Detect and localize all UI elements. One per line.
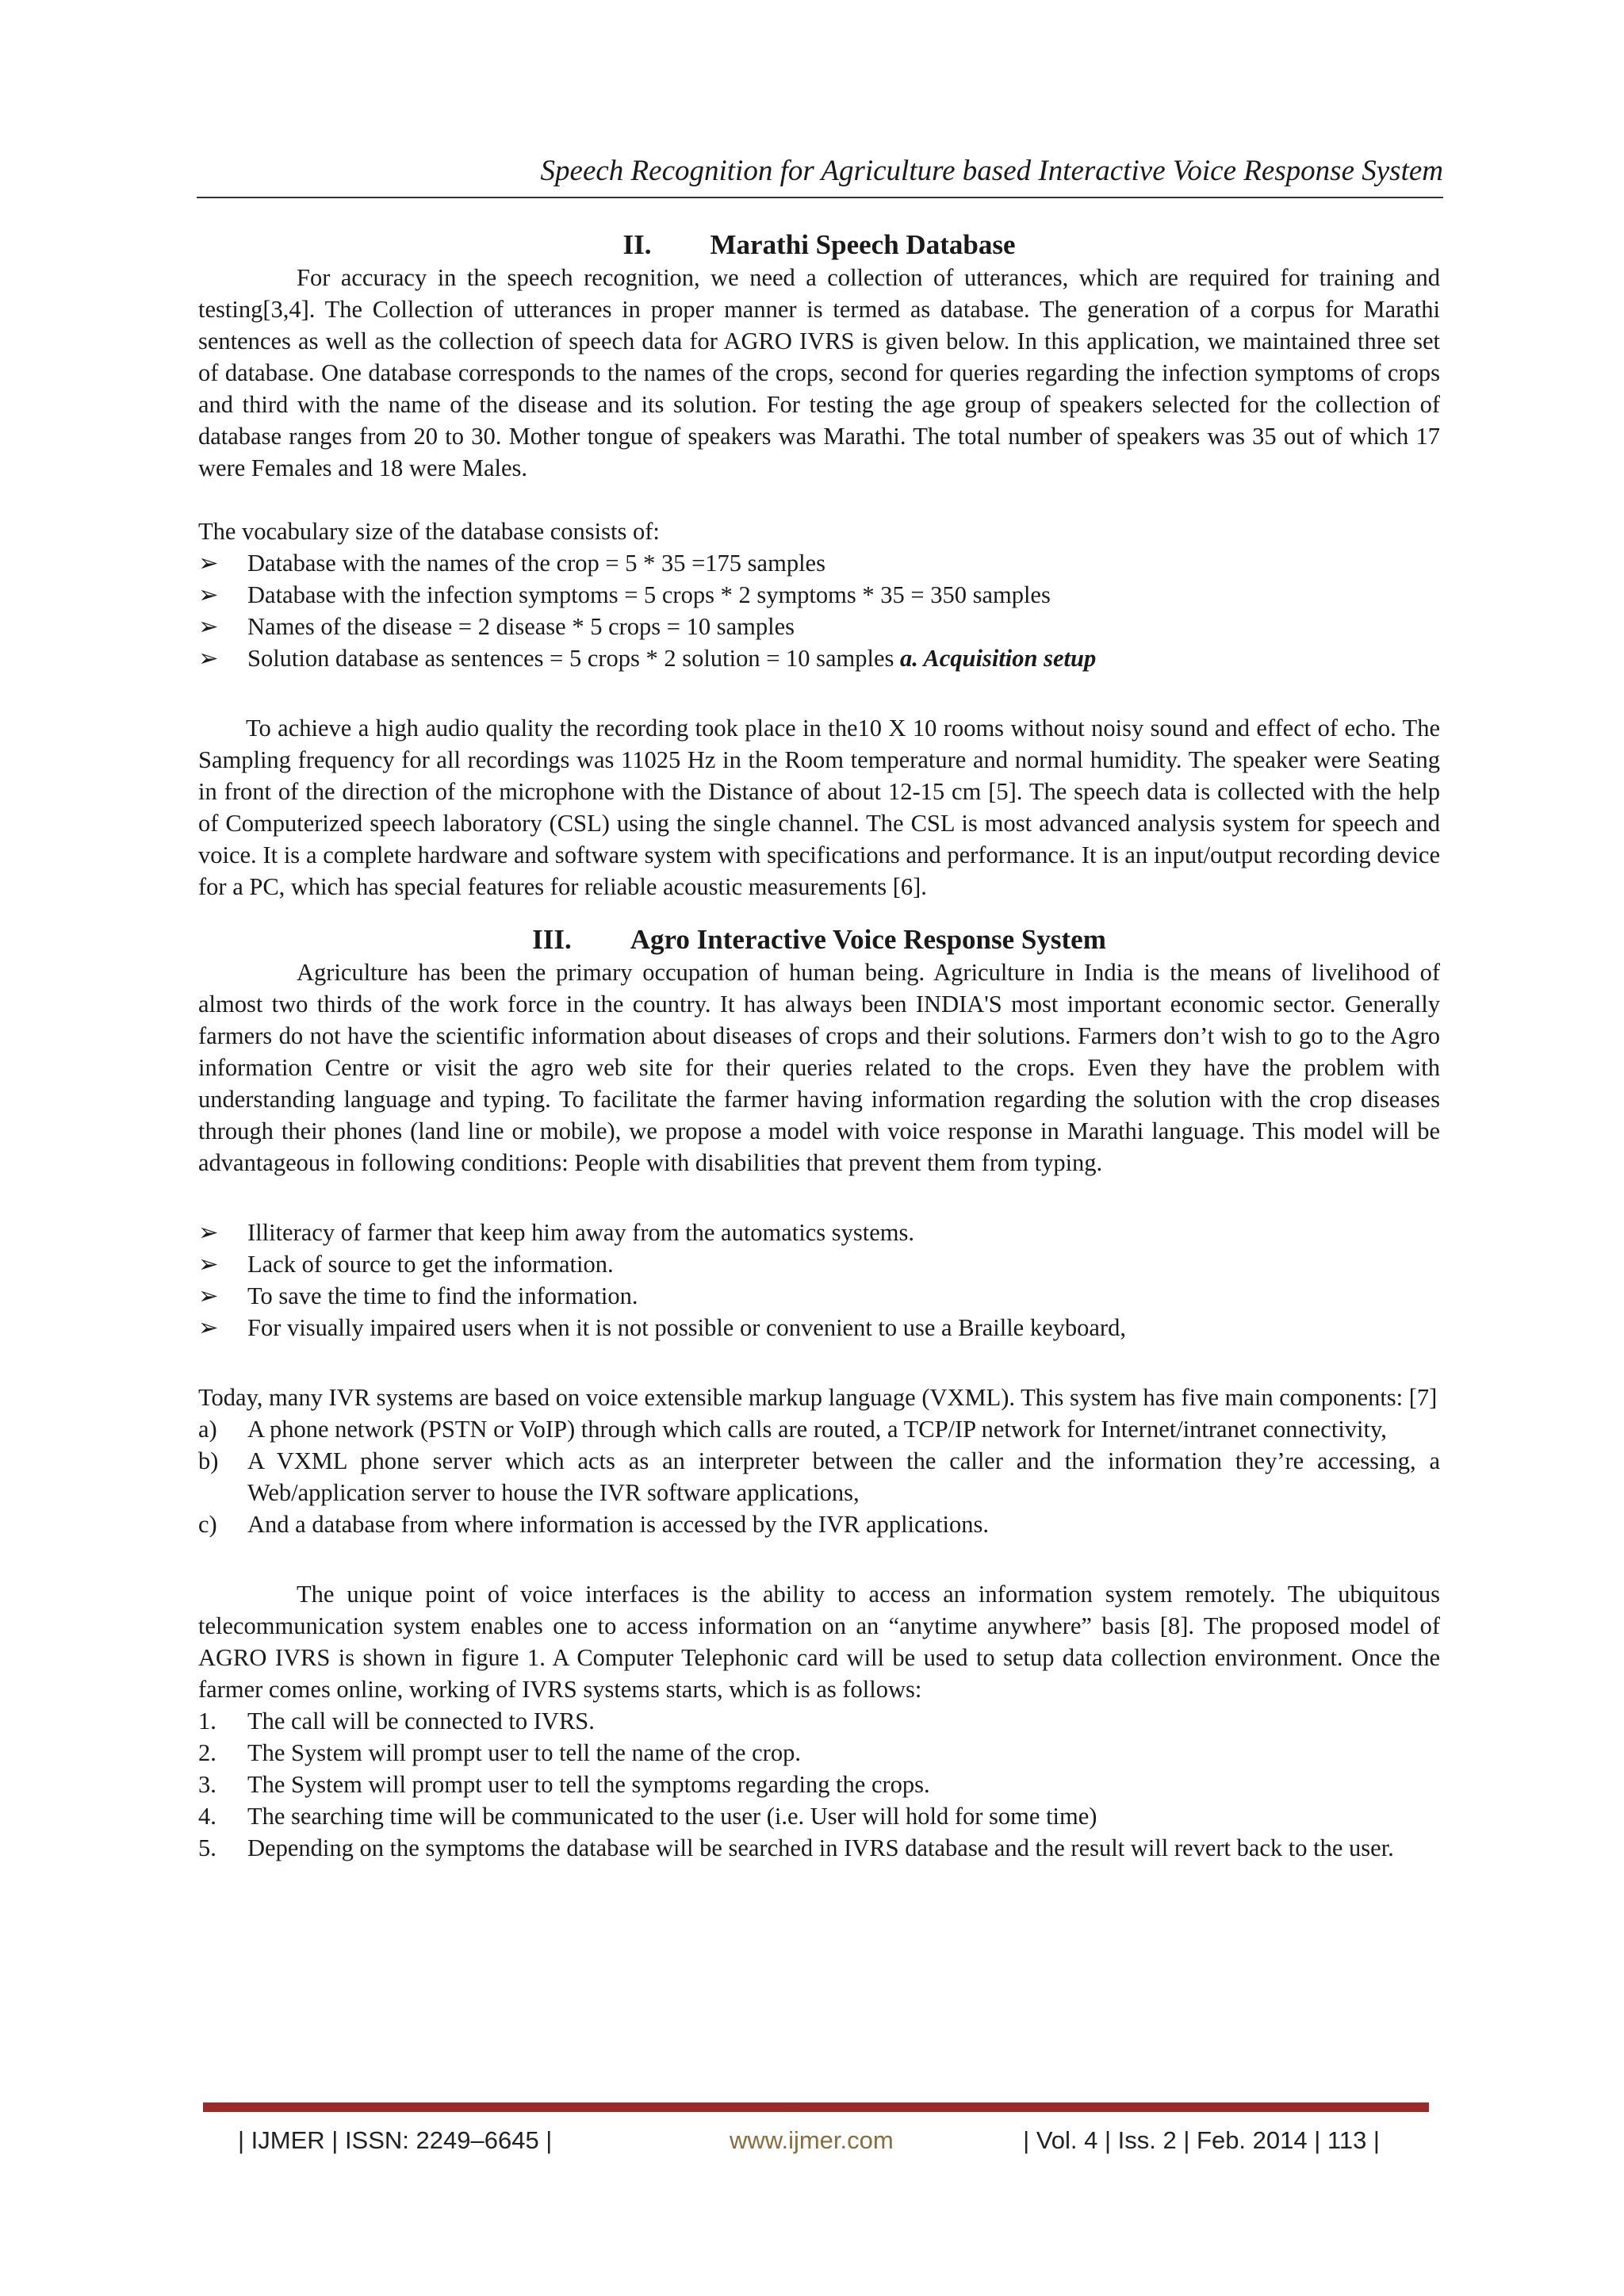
header-rule — [197, 197, 1443, 198]
section-2-number: II. — [622, 229, 652, 260]
list-item: c) And a database from where information is accessed by the IVR applications. — [198, 1511, 990, 1538]
footer-rule — [203, 2102, 1429, 2112]
list-item: ➢ To save the time to find the information. — [198, 1280, 1440, 1312]
section-3-paragraph-2: The unique point of voice interfaces is the ability to access an information system remotely. The ubiquitous telecommunication system enables one to access information on an “anytime anywhere” basis [8]. The proposed model of AGRO IVRS is shown in figure 1. A Computer Telephonic card will be used to setup data collection environment. Once the farmer comes online, working of IVRS systems starts, which is as follows: — [198, 1581, 1440, 1703]
vocabulary-intro: The vocabulary size of the database consists of: — [198, 518, 660, 545]
vxml-components-list — [198, 1413, 1440, 1540]
list-item: ➢ For visually impaired users when it is not possible or convenient to use a Braille keyboard, — [198, 1312, 1440, 1343]
list-item: 1. The call will be connected to IVRS. — [198, 1708, 595, 1734]
list-item: ➢ Database with the names of the crop = 5 * 35 =175 samples — [198, 547, 1440, 579]
arrow-bullet-icon: ➢ — [198, 613, 219, 640]
subsection-heading: a. Acquisition setup — [900, 645, 1097, 672]
section-2-paragraph-1: For accuracy in the speech recognition, we need a collection of utterances, which are required for training and testing[3,4]. The Collection of utterances in proper manner is termed as database. The generation of a corpus for Marathi sentences as well as the collection of speech data for AGRO IVRS is given below. In this application, we maintained three set of database. One database corresponds to the names of the crops, second for queries regarding the infection symptoms of crops and third with the name of the disease and its solution. For testing the age group of speakers selected for the collection of database ranges from 20 to 30. Mother tongue of speakers was Marathi. The total number of speakers was 35 out of which 17 were Females and 18 were Males. — [198, 264, 1440, 481]
list-item: ➢ Illiteracy of farmer that keep him away from the automatics systems. — [198, 1217, 1440, 1248]
arrow-bullet-icon: ➢ — [198, 1282, 219, 1309]
section-3-heading — [198, 923, 1440, 956]
arrow-bullet-icon: ➢ — [198, 581, 219, 608]
arrow-bullet-icon: ➢ — [198, 1219, 219, 1246]
section-3-paragraph-1: Agriculture has been the primary occupation of human being. Agriculture in India is the means of livelihood of almost two thirds of the work force in the country. It has always been INDIA'S most important economic sector. Generally farmers do not have the scientific information about diseases of crops and their solutions. Farmers don’t wish to go to the Agro information Centre or visit the agro web site for their queries related to the crops. Even they have the problem with understanding language and typing. To facilitate the farmer having information regarding the solution with the crop diseases through their phones (land line or mobile), we propose a model with voice response in Marathi language. This model will be advantageous in following conditions: People with disabilities that prevent them from typing. — [198, 959, 1440, 1176]
list-item: ➢ Database with the infection symptoms = 5 crops * 2 symptoms * 35 = 350 samples — [198, 579, 1440, 611]
ivrs-steps-list — [198, 1705, 1440, 1864]
list-item: ➢ Solution database as sentences = 5 crops * 2 solution = 10 samples a. Acquisition setup — [198, 642, 1440, 674]
list-item: 4. The searching time will be communicated to the user (i.e. User will hold for some time) — [198, 1803, 1097, 1830]
footer-journal-info: | IJMER | ISSN: 2249–6645 | — [238, 2126, 553, 2154]
list-item: 3. The System will prompt user to tell the symptoms regarding the crops. — [198, 1771, 930, 1798]
section-2-paragraph-2: To achieve a high audio quality the recording took place in the10 X 10 rooms without noisy sound and effect of echo. The Sampling frequency for all recordings was 11025 Hz in the Room temperature and normal humidity. The speaker were Seating in front of the direction of the microphone with the Distance of about 12-15 cm [5]. The speech data is collected with the help of Computerized speech laboratory (CSL) using the single channel. The CSL is most advanced analysis system for speech and voice. It is a complete hardware and software system with specifications and performance. It is an input/output recording device for a PC, which has special features for reliable acoustic measurements [6]. — [198, 715, 1440, 900]
list-item: ➢ Lack of source to get the information. — [198, 1248, 1440, 1280]
list-item: 5. Depending on the symptoms the database will be searched in IVRS database and the result will revert back to the user. — [198, 1834, 1394, 1861]
footer-issue-info: | Vol. 4 | Iss. 2 | Feb. 2014 | 113 | — [1023, 2126, 1380, 2154]
arrow-bullet-icon: ➢ — [198, 1314, 219, 1341]
list-item: a) A phone network (PSTN or VoIP) through which calls are routed, a TCP/IP network for Internet/intranet connectivity, — [198, 1416, 1387, 1443]
arrow-bullet-icon: ➢ — [198, 1251, 219, 1278]
conditions-list — [198, 1217, 1440, 1343]
vxml-intro: Today, many IVR systems are based on voice extensible markup language (VXML). This system has five main components: [7] — [198, 1384, 1438, 1411]
arrow-bullet-icon: ➢ — [198, 550, 219, 577]
vocabulary-list — [198, 547, 1440, 674]
section-2-title: Marathi Speech Database — [710, 229, 1016, 260]
page-body — [198, 225, 1440, 1864]
list-item: 2. The System will prompt user to tell the name of the crop. — [198, 1739, 801, 1766]
arrow-bullet-icon: ➢ — [198, 645, 219, 672]
list-item: b) A VXML phone server which acts as an interpreter between the caller and the information they’re accessing, a Web/application server to house the IVR software applications, — [198, 1447, 1440, 1506]
section-3-title: Agro Interactive Voice Response System — [630, 924, 1106, 955]
section-2-heading — [198, 228, 1440, 262]
running-head: Speech Recognition for Agriculture based Interactive Voice Response System — [540, 155, 1443, 187]
section-3-number: III. — [532, 924, 572, 955]
footer-website-link[interactable]: www.ijmer.com — [730, 2126, 894, 2154]
list-item: ➢ Names of the disease = 2 disease * 5 crops = 10 samples — [198, 611, 1440, 642]
